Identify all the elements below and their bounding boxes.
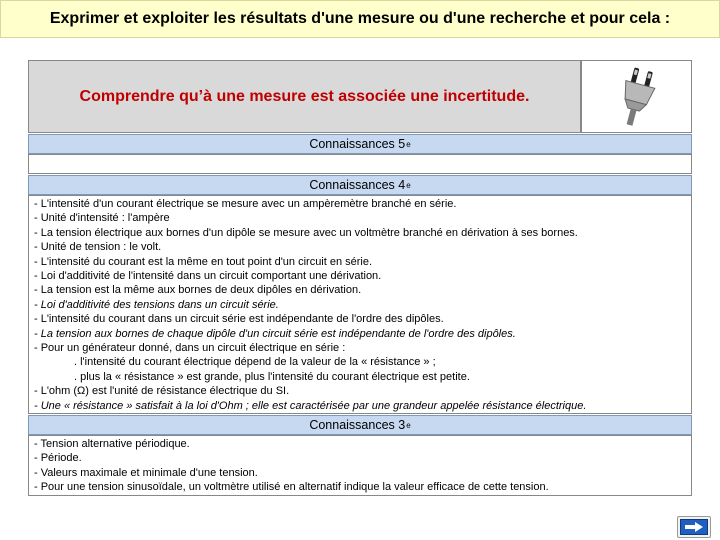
list-item: - L'intensité d'un courant électrique se mesure avec un ampèremètre branché en série. bbox=[34, 198, 457, 210]
objective-heading: Comprendre qu’à une mesure est associée une incertitude. bbox=[79, 87, 530, 105]
section-header-4e bbox=[28, 175, 692, 195]
list-item: - L'intensité du courant dans un circuit série est indépendante de l'ordre des dipôles. bbox=[34, 313, 444, 326]
list-item: - Tension alternative périodique. bbox=[34, 438, 190, 450]
list-item: - La tension aux bornes de chaque dipôle d'un circuit série est indépendante de l'ordre des dipôles. bbox=[34, 327, 516, 340]
section-sup-4e: e bbox=[406, 180, 411, 190]
section-header-5e bbox=[28, 134, 692, 154]
list-item: - L'intensité du courant est la même en tout point d'un circuit en série. bbox=[34, 255, 373, 268]
section-label-3e: Connaissances 3 bbox=[309, 418, 406, 432]
section-3e-content bbox=[28, 435, 692, 496]
list-item: - La tension électrique aux bornes d'un dipôle se mesure avec un voltmètre branché en dérivation à ses bornes. bbox=[34, 226, 578, 239]
list-item: - Loi d'additivité des tensions dans un circuit série. bbox=[34, 298, 279, 311]
section-header-3e bbox=[28, 415, 692, 435]
plug-image-box bbox=[581, 60, 692, 133]
list-item: - Loi d'additivité de l'intensité dans un circuit comportant une dérivation. bbox=[34, 270, 382, 283]
list-subitem: . plus la « résistance » est grande, plus l'intensité du courant électrique est petite. bbox=[74, 370, 470, 383]
list-item: - La tension est la même aux bornes de deux dipôles en dérivation. bbox=[34, 284, 362, 297]
title-bar bbox=[0, 0, 720, 38]
list-subitem: . l'intensité du courant électrique dépend de la valeur de la « résistance » ; bbox=[74, 356, 436, 369]
list-item: - Pour une tension sinusoïdale, un voltmètre utilisé en alternatif indique la valeur efficace de cette tension. bbox=[34, 481, 549, 494]
next-slide-button[interactable] bbox=[677, 516, 711, 538]
objective-header bbox=[28, 60, 581, 133]
list-item: - Période. bbox=[34, 452, 82, 465]
list-item: - Une « résistance » satisfait à la loi d'Ohm ; elle est caractérisée par une grandeur appelée résistance électrique. bbox=[34, 399, 587, 412]
list-item: - L'ohm (Ω) est l'unité de résistance électrique du SI. bbox=[34, 385, 290, 398]
electric-plug-icon bbox=[614, 66, 660, 128]
list-item: - Unité d'intensité : l'ampère bbox=[34, 212, 170, 225]
section-sup-5e: e bbox=[406, 139, 411, 149]
list-item: - Unité de tension : le volt. bbox=[34, 241, 162, 254]
section-sup-3e: e bbox=[406, 420, 411, 430]
section-4e-content bbox=[28, 195, 692, 414]
section-label-4e: Connaissances 4 bbox=[309, 178, 406, 192]
page-title: Exprimer et exploiter les résultats d'une mesure ou d'une recherche et pour cela : bbox=[49, 10, 671, 27]
section-5e-content bbox=[28, 154, 692, 174]
next-slide-icon bbox=[680, 519, 708, 535]
list-item: - Valeurs maximale et minimale d'une tension. bbox=[34, 466, 258, 479]
section-label-5e: Connaissances 5 bbox=[309, 137, 406, 151]
list-item: - Pour un générateur donné, dans un circuit électrique en série : bbox=[34, 342, 346, 355]
